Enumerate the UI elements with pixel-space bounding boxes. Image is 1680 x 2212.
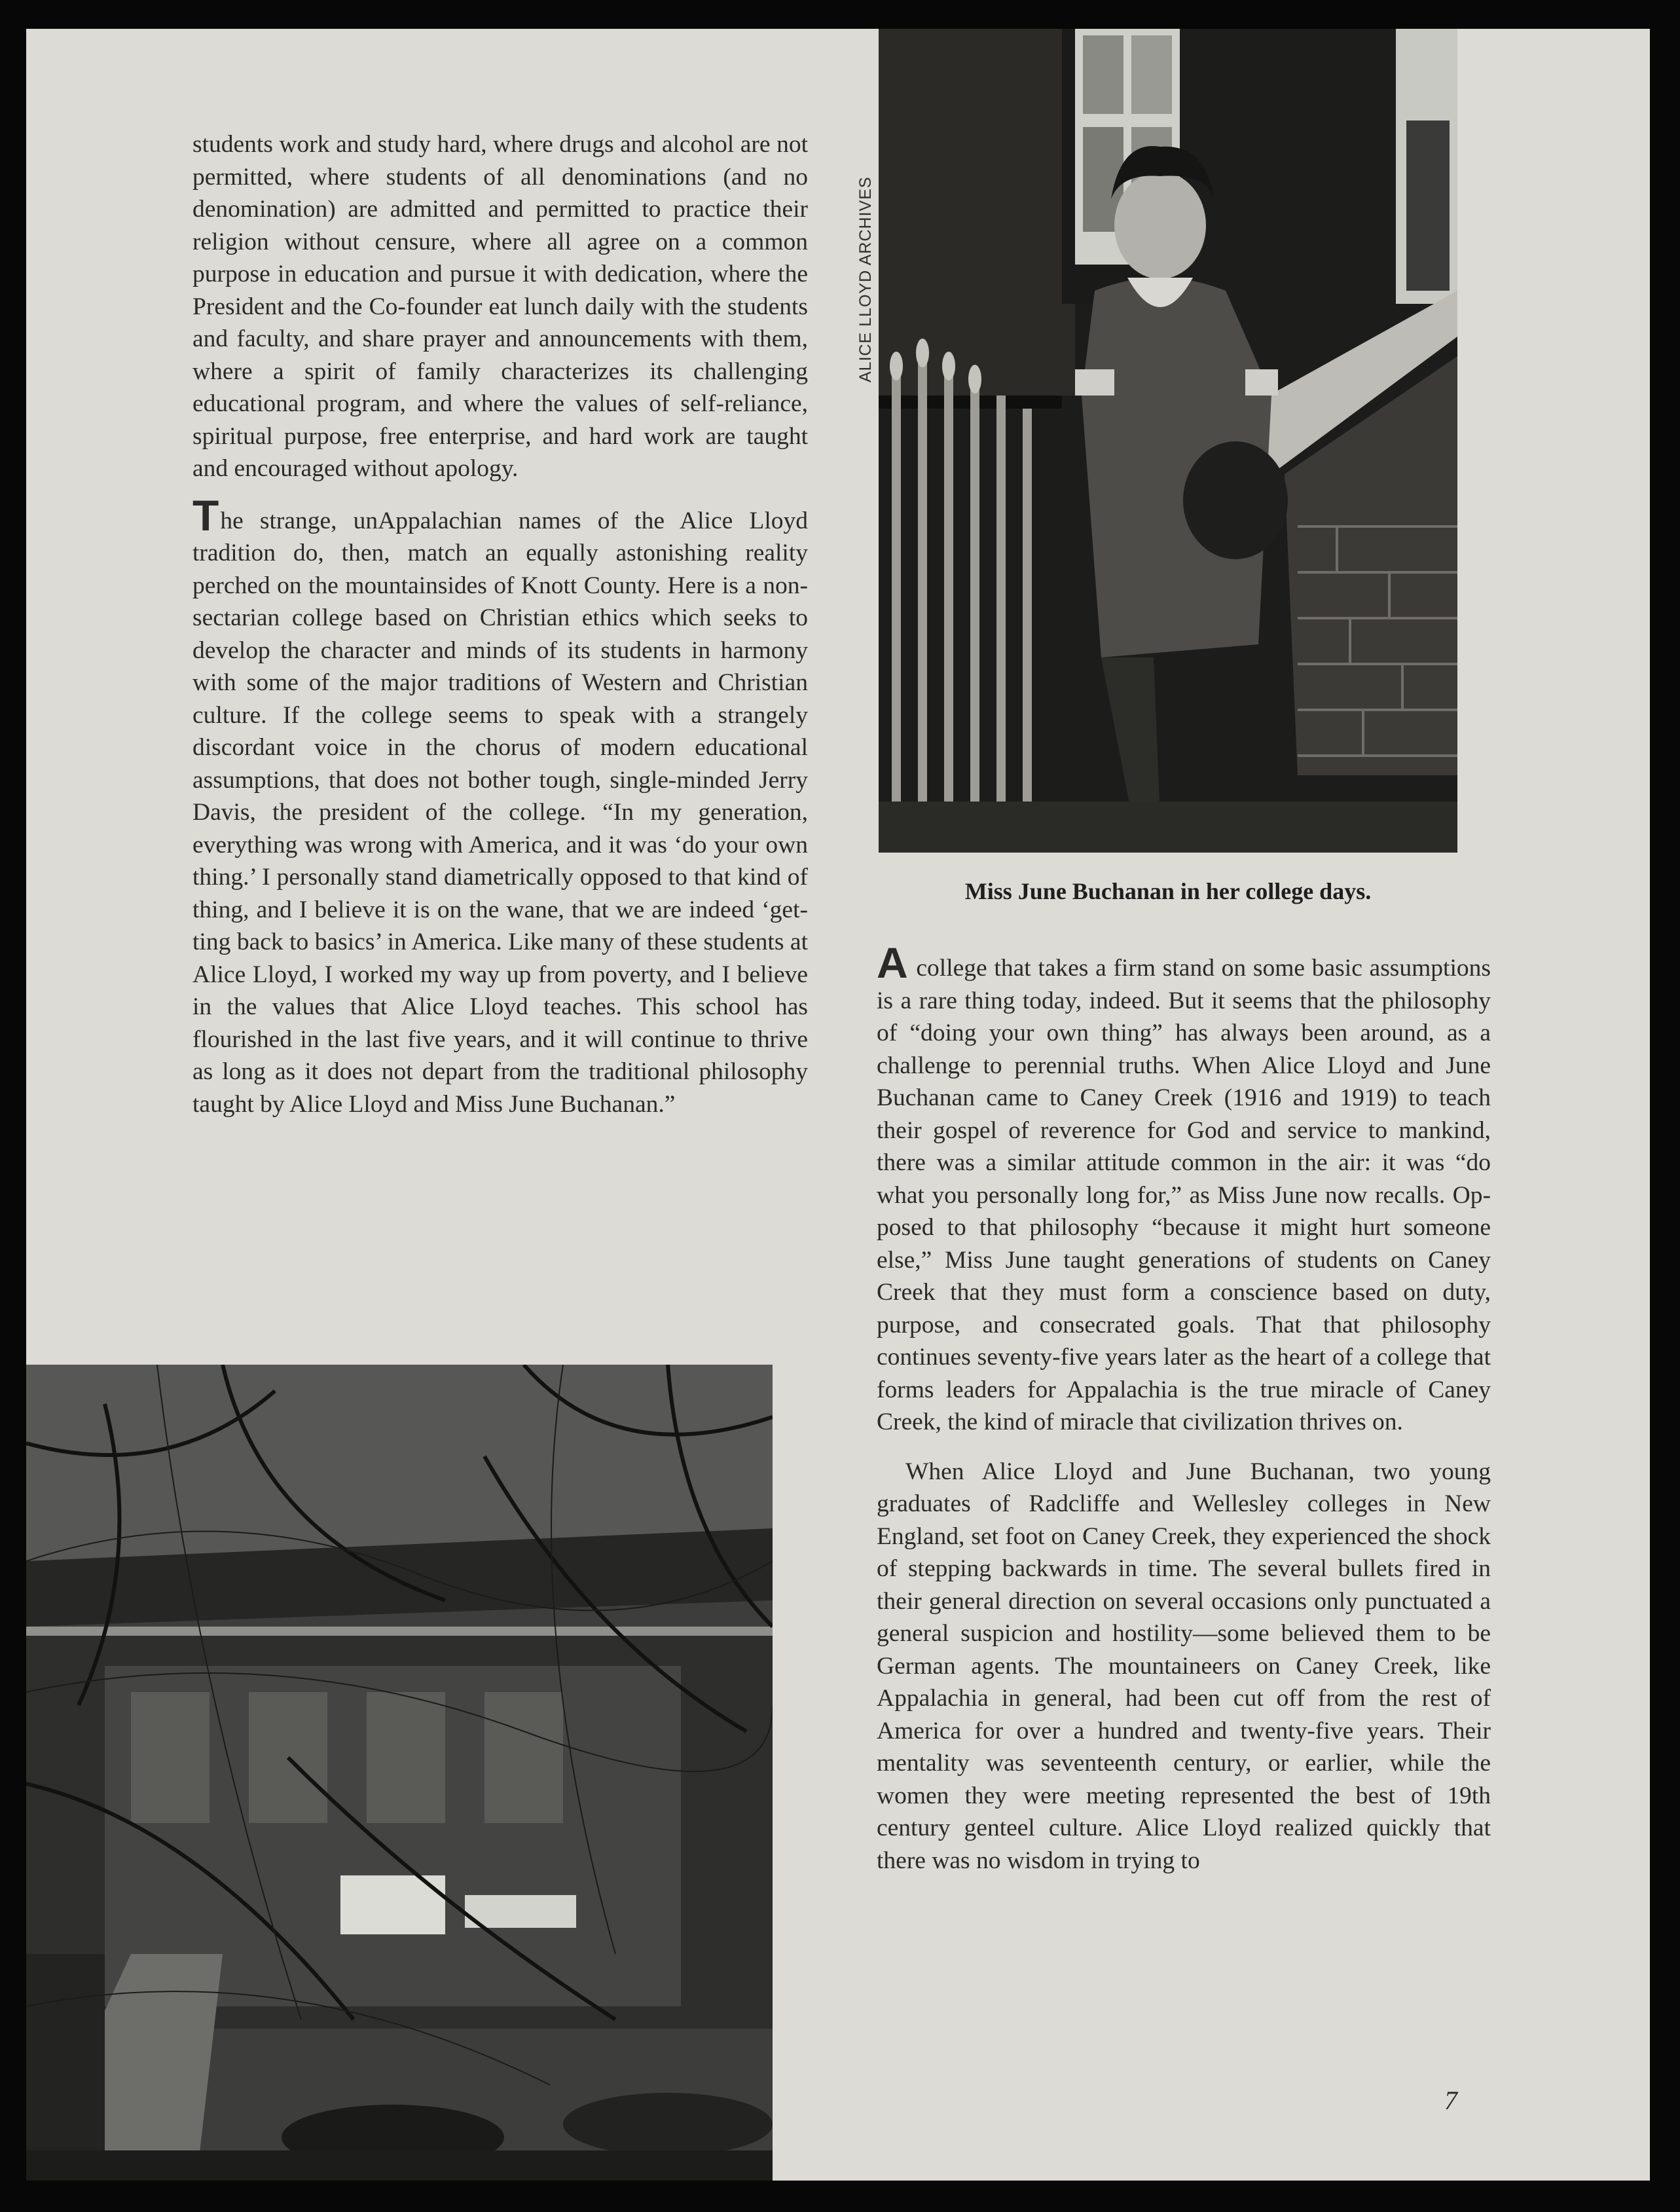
- photo-june-buchanan: [879, 29, 1457, 853]
- left-text-column: [192, 128, 808, 1120]
- right-paragraph-1-text: college that takes a firm stand on some basic assumptions is a rare thing today, indeed. But it seems that the philosophy of “doing your own thing” has always been around, as a challenge to perennial truths. When Alice Lloyd and June Buchanan came to Caney Creek (1916 and 1919) to teach their gospel of reverence for God and service to mankind, there was a similar attitude common in the air: it was “do what you personally long for,” as Miss June now recalls. Opposed to that philosophy “because it might hurt someone else,” Miss June taught generations of students on Caney Creek that they must form a conscience based on duty, purpose, and consecrated goals. That that philosophy continues seventy-five years later as the heart of a college that forms leaders for Appalachia is the true miracle of Caney Creek, the kind of miracle that civilization thrives on.: [877, 955, 1491, 1435]
- photo-caption: Miss June Buchanan in her college days.: [964, 878, 1372, 904]
- left-paragraph-2: [192, 490, 808, 1121]
- photo-june-buchanan-illustration: [879, 29, 1457, 853]
- photo-credit: ALICE LLOYD ARCHIVES: [856, 176, 875, 382]
- left-paragraph-1: students work and study hard, where drugs and alcohol are not permitted, where students of all denominations (and no denomination) are admitted and permitted to practice their religion without censure, where all agree on a common purpose in education and pursue it with dedication, where the President and the Co-founder eat lunch daily with the students and faculty, and share prayer and announcements with them, where a spirit of family characterizes its challenging educational program, and where the values of self-reliance, spiritual purpose, free enterprise, and hard work are taught and encouraged without apology.: [192, 131, 808, 482]
- drop-cap-t: T: [192, 490, 219, 540]
- photo-campus-building: [26, 1365, 773, 2181]
- photo-campus-building-illustration: [26, 1365, 773, 2181]
- magazine-page: [26, 29, 1650, 2181]
- right-text-column: [877, 938, 1491, 1877]
- right-paragraph-1: [877, 938, 1491, 1439]
- left-paragraph-2-text: he strange, unAppalachian names of the Alice Lloyd tradition do, then, match an equally astonishing reality perched on the mountainsides of Knott County. Here is a non-sectarian college based on Christian ethics which seeks to develop the character and minds of its students in harmony with some of the major traditions of Western and Christian culture. If the college seems to speak with a strangely discordant voice in the chorus of modern educational assumptions, that does not bother tough, single-minded Jerry Davis, the president of the college. “In my generation, everything was wrong with America, and it was ‘do your own thing.’ I personally stand diametrically opposed to that kind of thing, and I believe it is on the wane, that we are indeed ‘getting back to basics’ in America. Like many of these students at Alice Lloyd, I worked my way up from poverty, and I believe in the values that Alice Lloyd teaches. This school has flourished in the last five years, and it will continue to thrive as long as it does not depart from the traditional philosophy taught by Alice Lloyd and Miss June Buchanan.”: [192, 507, 808, 1118]
- page-number: 7: [1444, 2086, 1457, 2115]
- right-paragraph-2: When Alice Lloyd and June Buchanan, two young graduates of Radcliffe and Wellesley colleges in New England, set foot on Caney Creek, they experienced the shock of stepping backwards in time. The several bullets fired in their general direction on several occasions only punctuated a general suspicion and hostility—some believed them to be German agents. The mountaineers on Caney Creek, like Appalachia in general, had been cut off from the rest of America for over a hundred and twenty-five years. Their mentality was seventeenth century, or earlier, while the women they were meeting represented the best of 19th century genteel culture. Alice Lloyd realized quickly that there was no wisdom in trying to: [877, 1458, 1491, 1874]
- drop-cap-a: A: [877, 938, 908, 987]
